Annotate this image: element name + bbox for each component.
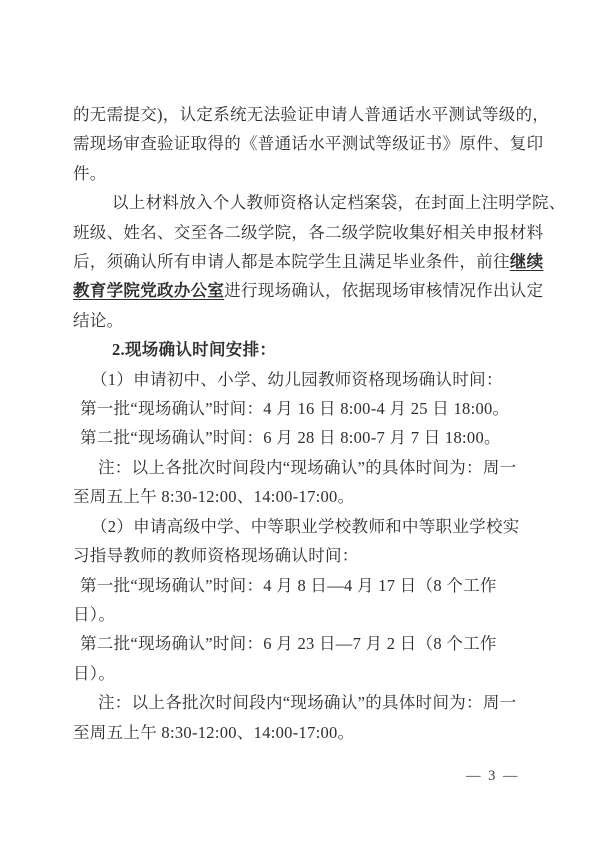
- doc-line-22: 至周五上午 8:30-12:00、14:00-17:00。: [73, 722, 355, 742]
- doc-line-16: 习指导教师的教师资格现场确认时间：: [73, 546, 359, 566]
- page-number: — 3 —: [466, 768, 520, 784]
- doc-line-4: 以上材料放入个人教师资格认定档案袋，在封面上注明学院、: [112, 193, 566, 213]
- document-text-block: [73, 100, 566, 747]
- doc-line-7: [73, 276, 553, 305]
- section-heading: 2.现场确认时间安排：: [112, 340, 277, 360]
- doc-line-12: 第二批“现场确认”时间：6 月 28 日 8:00-7 月 7 日 18:00。: [80, 428, 501, 448]
- doc-line-13: 注：以上各批次时间段内“现场确认”的具体时间为：周一: [98, 457, 517, 477]
- doc-line-6: [73, 247, 553, 276]
- text-run: 进行现场确认，依据现场审核情况作出认定: [224, 281, 544, 301]
- doc-line-18: 日）。: [73, 604, 116, 624]
- doc-line-15: （2）申请高级中学、中等职业学校教师和中等职业学校实: [91, 516, 520, 536]
- doc-line-10: （1）申请初中、小学、幼儿园教师资格现场确认时间：: [91, 369, 503, 389]
- doc-line-19: 第二批“现场确认”时间：6 月 23 日—7 月 2 日（8 个工作: [80, 634, 497, 654]
- doc-line-8: 结论。: [73, 310, 124, 330]
- doc-line-2: 需现场审查验证取得的《普通话水平测试等级证书》原件、复印: [73, 134, 544, 154]
- text-run: 后，须确认所有申请人都是本院学生且满足毕业条件，前往: [73, 252, 510, 272]
- doc-line-14: 至周五上午 8:30-12:00、14:00-17:00。: [73, 487, 355, 507]
- doc-line-1: 的无需提交)，认定系统无法验证申请人普通话水平测试等级的，: [73, 105, 550, 124]
- highlighted-office-name: 继续: [509, 252, 544, 272]
- doc-line-11: 第一批“现场确认”时间：4 月 16 日 8:00-4 月 25 日 18:00。: [80, 399, 510, 419]
- doc-line-3: 件。: [73, 163, 107, 183]
- highlighted-office-name: 教育学院党政办公室: [73, 281, 225, 301]
- doc-line-21: 注：以上各批次时间段内“现场确认”的具体时间为：周一: [98, 693, 517, 713]
- doc-line-5: 班级、姓名、交至各二级学院，各二级学院收集好相关申报材料: [73, 222, 544, 242]
- doc-line-17: 第一批“现场确认”时间：4 月 8 日—4 月 17 日（8 个工作: [80, 575, 497, 595]
- doc-line-20: 日）。: [73, 663, 116, 683]
